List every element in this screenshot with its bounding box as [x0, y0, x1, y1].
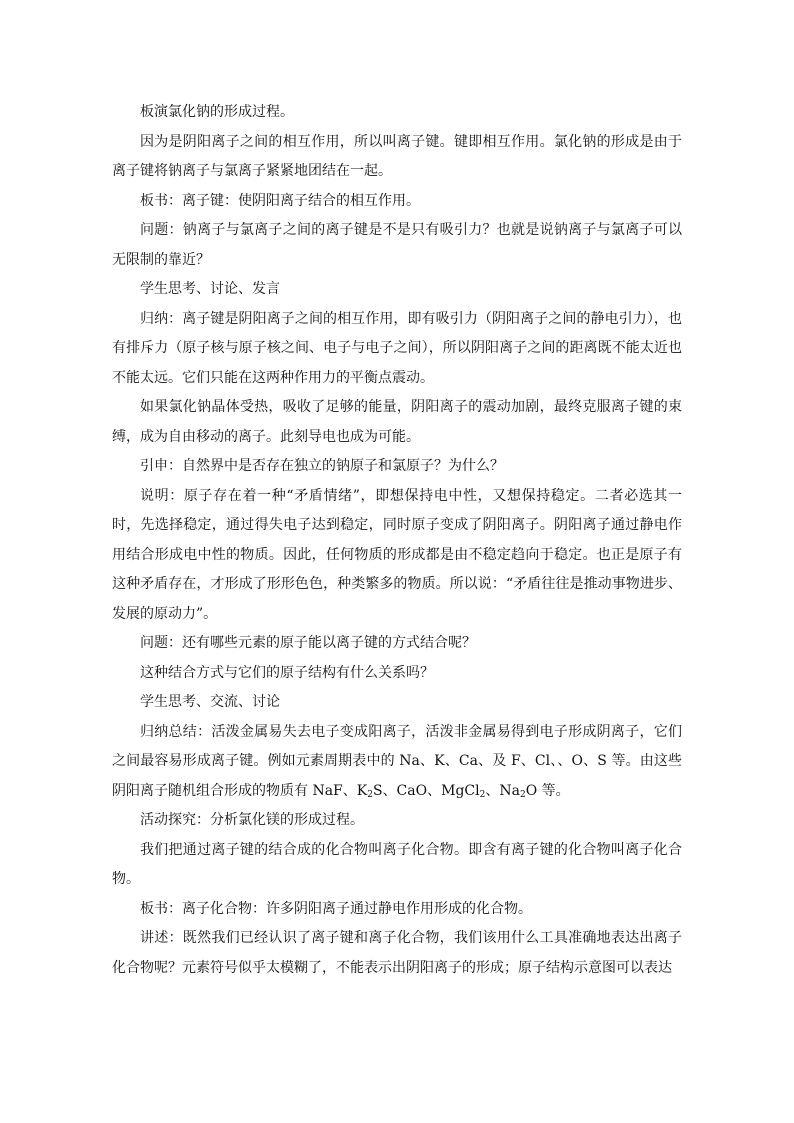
paragraph-summary-forces: 归纳：离子键是阴阳离子之间的相互作用，即有吸引力（阴阳离子之间的静电引力），也有排斥力（原子核与原子核之间、电子与电子之间），所以阴阳离子之间的距离既不能太近也不能太远。它们只能在这两种作用力的平衡点震动。	[112, 310, 682, 386]
paragraph-ionic-bond-explanation: 因为是阴阳离子之间的相互作用，所以叫离子键。键即相互作用。氯化钠的形成是由于离子键将钠离子与氯离子紧紧地团结在一起。	[112, 133, 682, 179]
paragraph-board-ionic-bond: 板书：离子键：使阴阳离子结合的相互作用。	[140, 192, 420, 209]
document-page	[112, 98, 682, 983]
paragraph-question-attraction: 问题：钠离子与氯离子之间的离子键是不是只有吸引力？也就是说钠离子与氯离子可以无限制的靠近？	[112, 222, 682, 268]
paragraph-extension-question: 引申：自然界中是否存在独立的钠原子和氯原子？为什么？	[140, 458, 504, 474]
paragraph-student-discussion: 学生思考、讨论、发言	[140, 281, 280, 297]
paragraph-question-structure: 这种结合方式与它们的原子结构有什么关系吗？	[140, 664, 434, 681]
paragraph-explanation-contradiction: 说明：原子存在着一种“矛盾情绪”，即想保持电中性，又想保持稳定。二者必选其一时，先选择稳定，通过得失电子达到稳定，同时原子变成了阴阳离子。阴阳离子通过静电作用结合形成电中性的物质。因此，任何物质的形成都是由不稳定趋向于稳定。也正是原子有这种矛盾存在，才形成了形形色色，种类繁多的物质。所以说：“矛盾往往是推动事物进步、发展的原动力”。	[112, 487, 682, 622]
paragraph-question-elements: 问题：还有哪些元素的原子能以离子键的方式结合呢？	[140, 635, 476, 651]
paragraph-student-exchange: 学生思考、交流、讨论	[140, 694, 280, 710]
paragraph-ionic-compound-definition: 我们把通过离子键的结合成的化合物叫离子化合物。即含有离子键的化合物叫离子化合物。	[112, 841, 682, 887]
paragraph-lecture-representation: 讲述：既然我们已经认识了离子键和离子化合物，我们该用什么工具准确地表达出离子化合物呢？元素符号似乎太模糊了，不能表示出阴阳离子的形成；原子结构示意图可以表达	[112, 930, 682, 976]
paragraph-demo-nacl: 板演氯化钠的形成过程。	[140, 104, 294, 120]
paragraph-board-ionic-compound: 板书：离子化合物：许多阴阳离子通过静电作用形成的化合物。	[140, 900, 532, 917]
paragraph-heating-crystal: 如果氯化钠晶体受热，吸收了足够的能量，阴阳离子的震动加剧，最终克服离子键的束缚，成为自由移动的离子。此刻导电也成为可能。	[112, 399, 682, 445]
paragraph-summary-examples: 归纳总结：活泼金属易失去电子变成阳离子，活泼非金属易得到电子形成阴离子，它们之间最容易形成离子键。例如元素周期表中的 Na、K、Ca、及 F、Cl、、O、S 等。由这些阴阳离子随机组合形成的物质有 NaF、$K_2S$、CaO、MgCl$_2$、$Na_2O$ 等。	[112, 723, 682, 800]
paragraph-activity-mgcl2: 活动探究：分析氯化镁的形成过程。	[140, 812, 364, 828]
